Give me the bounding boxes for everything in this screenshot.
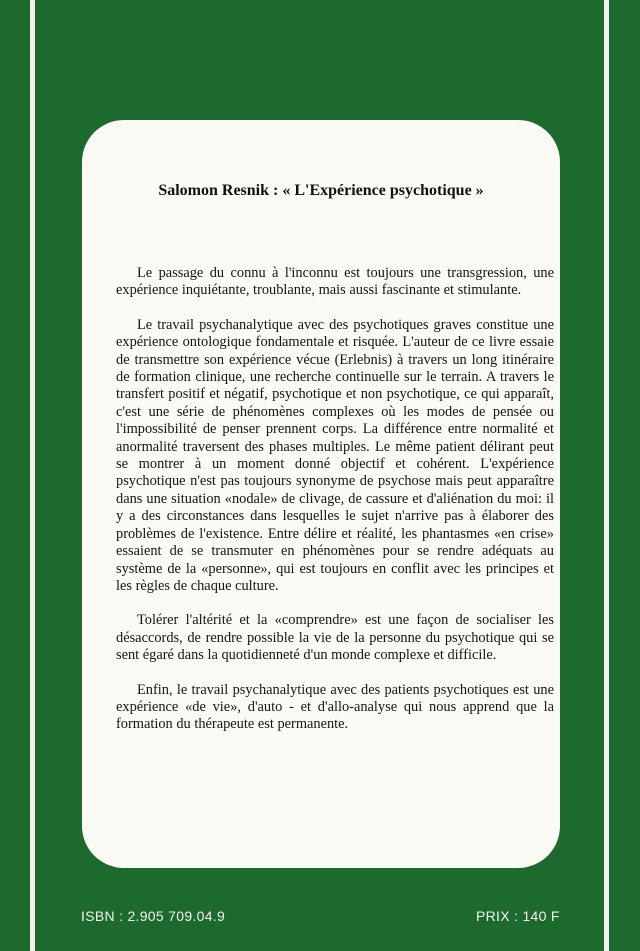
price-label: PRIX : 140 F [476,908,560,924]
blurb-text [116,265,554,751]
book-title: Salomon Resnik : « L'Expérience psychotique » [158,182,484,199]
isbn-label: ISBN : 2.905 709.04.9 [81,908,226,924]
left-border-stripe [30,0,35,951]
paragraph-2: Le travail psychanalytique avec des psychotiques graves constitue une expérience ontologique fondamentale et risquée. L'auteur de ce livre essaie de transmettre son expérience vécue (Erlebnis) à travers un long itinéraire de formation clinique, une recherche continuelle sur le terrain. A travers le transfert positif et négatif, psychotique et non psychotique, ce qui apparaît, c'est une série de phénomènes complexes où les modes de pensée ou l'impossibilité de penser prennent corps. La différence entre normalité et anormalité traversent des phases multiples. Le même patient délirant peut se montrer à un moment donné objectif et cohérent. L'expérience psychotique n'est pas toujours synonyme de psychose mais peut apparaître dans une situation «nodale» de clivage, de cassure et d'aliénation du moi: il y a des circonstances dans lesquelles le sujet n'arrive pas à élaborer des problèmes de l'existence. Entre délire et réalité, les phantasmes «en crise» essaient de se transmuter en phénomènes pour se rendre adéquats au système de la «personne», qui est toujours en conflit avec les principes et les règles de chaque culture. [116,316,554,594]
paragraph-3: Tolérer l'altérité et la «comprendre» est une façon de socialiser les désaccords, de rendre possible la vie de la personne du psychotique qui se sent égaré dans la quotidienneté d'un monde complexe et difficile. [116,612,554,664]
back-cover-text-panel [82,120,560,868]
right-border-stripe [604,0,609,951]
paragraph-4: Enfin, le travail psychanalytique avec des patients psychotiques est une expérience «de vie», d'auto - et d'allo-analyse qui nous apprend que la formation du thérapeute est permanente. [116,681,554,733]
paragraph-1: Le passage du connu à l'inconnu est toujours une transgression, une expérience inquiétante, troublante, mais aussi fascinante et stimulante. [116,265,554,299]
